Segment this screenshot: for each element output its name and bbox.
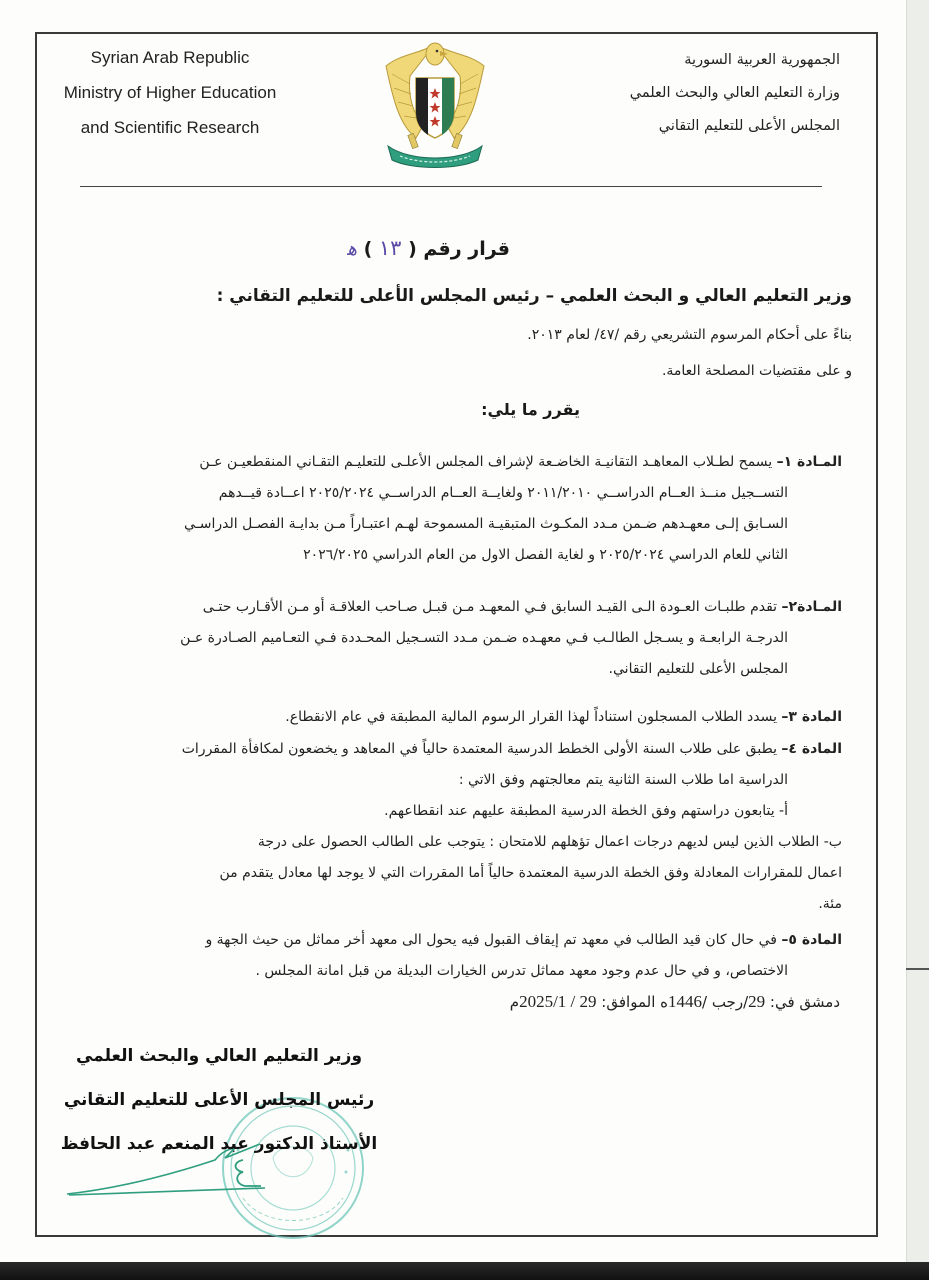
- date-line: [300, 992, 840, 1012]
- arabic-letterhead-line-1: الجمهورية العربية السورية: [684, 52, 840, 68]
- date-prefix: دمشق في:: [765, 993, 840, 1011]
- article-3-line-1: [50, 702, 842, 733]
- arabic-letterhead-line-3: المجلس الأعلى للتعليم التقاني: [658, 118, 840, 134]
- article-2-text: تقدم طلبـات العـودة الـى القيـد السابق فـي المعهـد مـن قبـل صـاحب العلاقـة أو مـن الأقـارب حتـى: [202, 599, 778, 615]
- article-4-item-a: أ- يتابعون دراستهم وفق الخطة الدرسية المطبقة عليهم عند انقطاعهم.: [384, 803, 788, 819]
- article-1-line-3: السـابق إلـى معهـدهم ضـمن مـدد المكـوث المتبقيـة المسموحة لهـم اعتبـاراً مـن بدايـة الفصـل الدراسـي: [184, 516, 788, 532]
- scan-bottom-edge: [0, 1262, 929, 1280]
- arabic-letterhead: [590, 44, 840, 143]
- article-4-item-b-line-3: مئة.: [818, 896, 842, 912]
- syrian-eagle-emblem-icon: [380, 34, 490, 168]
- article-5-label: المادة ٥–: [781, 932, 842, 948]
- article-1-line-4: الثاني للعام الدراسي ٢٠٢٥/٢٠٢٤ و لغاية الفصل الاول من العام الدراسي ٢٠٢٦/٢٠٢٥: [303, 547, 788, 563]
- signature-block: [60, 1034, 378, 1166]
- page-edge-strip: [906, 0, 929, 1262]
- english-letterhead-line-1: Syrian Arab Republic: [90, 48, 250, 67]
- article-2: [50, 592, 842, 685]
- article-2-line-3: المجلس الأعلى للتعليم التقاني.: [608, 661, 788, 677]
- decision-number: ١٣: [378, 236, 402, 260]
- english-letterhead: [40, 40, 300, 145]
- english-letterhead-line-3: and Scientific Research: [80, 118, 260, 137]
- decision-title-prefix: قرار رقم (: [408, 238, 510, 260]
- hijri-month: /رجب /: [702, 993, 749, 1011]
- article-2-line-1: [50, 592, 842, 623]
- article-1: [50, 447, 842, 571]
- article-5-line-2: الاختصاص، و في حال عدم وجود معهد مماثل تدرس الخيارات البديلة من قبل امانة المجلس .: [255, 963, 788, 979]
- signatory-title-1: وزير التعليم العالي والبحث العلمي: [75, 1046, 363, 1066]
- article-5: [50, 925, 842, 987]
- article-4-item-b-line-2: اعمال للمقرارات المعادلة وفق الخطة الدرسية المعتمدة حالياً أما المقررات التي لا يوجد لها معادل يتقدم من: [219, 865, 842, 881]
- article-3: [50, 702, 842, 733]
- decision-suffix: ﻫ: [346, 238, 357, 260]
- arabic-letterhead-line-2: وزارة التعليم العالي والبحث العلمي: [629, 85, 840, 101]
- hijri-day: 29: [748, 992, 766, 1011]
- article-4-line-1: [50, 734, 842, 765]
- article-2-label: المـادة٢–: [781, 599, 842, 615]
- gregorian-date: 29 / 2025/1: [519, 992, 597, 1011]
- hijri-year: 1446: [668, 992, 702, 1011]
- english-letterhead-line-2: Ministry of Higher Education: [63, 83, 277, 102]
- article-4-item-b-line-1: ب- الطلاب الذين ليس لديهم درجات اعمال تؤهلهم للامتحان : يتوجب على الطالب الحصول على درجة: [257, 834, 842, 850]
- gregorian-suffix: م: [509, 993, 520, 1011]
- signatory-title-2: رئيس المجلس الأعلى للتعليم التقاني: [63, 1090, 375, 1110]
- article-3-label: المادة ٣–: [781, 709, 842, 725]
- hijri-suffix: ه الموافق:: [596, 993, 668, 1011]
- article-2-line-2: الدرجـة الرابعـة و يسـجل الطالـب فـي معهـده ضـمن مـدد التسـجيل المحـددة فـي التعـاميم الصـادرة عـن: [180, 630, 788, 646]
- decision-title-close: ): [363, 238, 373, 260]
- article-1-label: المـادة ١–: [776, 454, 842, 470]
- article-4-label: المادة ٤–: [781, 741, 842, 757]
- article-3-text: يسدد الطلاب المسجلون استناداً لهذا القرار الرسوم المالية المطبقة في عام الانقطاع.: [285, 709, 777, 725]
- article-4-text: يطبق على طلاب السنة الأولى الخطط الدرسية المعتمدة حالياً في المعاهد و يخضعون لمكافأة المقررات: [181, 741, 777, 757]
- article-1-line-1: [50, 447, 842, 478]
- page-edge-mark: [906, 968, 929, 970]
- article-5-line-1: [50, 925, 842, 956]
- article-4: [50, 734, 842, 920]
- preamble-line-2: و على مقتضيات المصلحة العامة.: [661, 363, 852, 379]
- article-1-text: يسمح لطـلاب المعاهـد التقانيـة الخاضـعة لإشراف المجلس الأعلـى للتعليـم التقـاني المنقطعيـن عـن: [199, 454, 773, 470]
- article-5-text: في حال كان قيد الطالب في معهد تم إيقاف القبول فيه يحول الى معهد أخر مماثل من حيث الجهة و: [205, 932, 777, 948]
- resolves-heading: يقرر ما يلي:: [481, 400, 580, 419]
- article-4-line-2: الدراسية اما طلاب السنة الثانية يتم معالجتهم وفق الاتي :: [458, 772, 788, 788]
- decision-title: [300, 236, 510, 260]
- header-divider: [80, 186, 822, 187]
- preamble-line-1: بناءً على أحكام المرسوم التشريعي رقم /٤٧/ لعام ٢٠١٣.: [527, 327, 852, 343]
- minister-heading: وزير التعليم العالي و البحث العلمي – رئيس المجلس الأعلى للتعليم التقاني :: [216, 286, 852, 306]
- article-1-line-2: التســجيل منــذ العــام الدراســي ٢٠١١/٢٠١٠ ولغايــة العــام الدراســي ٢٠٢٥/٢٠٢٤ اعــادة قيــدهم: [218, 485, 788, 501]
- signatory-name: الأستاذ الدكتور عبد المنعم عبد الحافظ: [60, 1134, 378, 1154]
